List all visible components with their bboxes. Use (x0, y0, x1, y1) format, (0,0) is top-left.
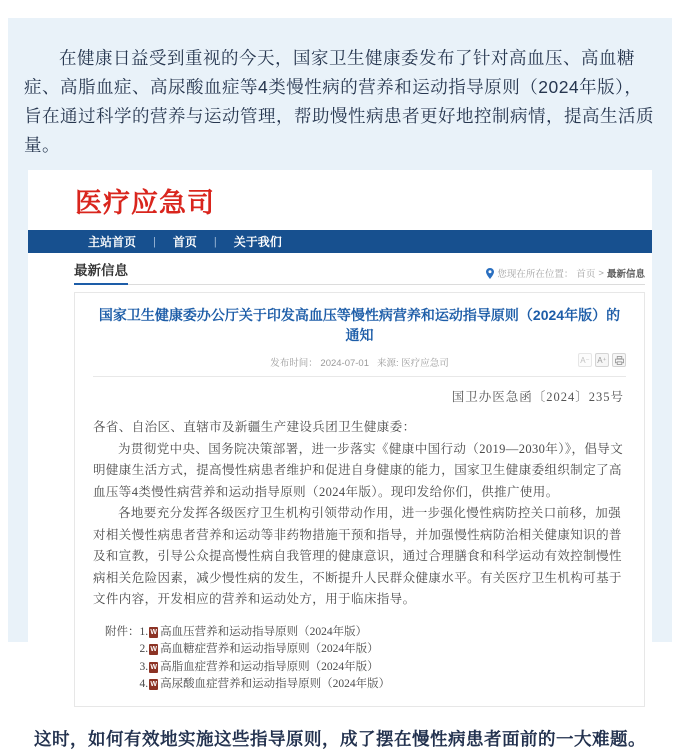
body-paragraph-2: 各地要充分发挥各级医疗卫生机构引领带动作用，进一步强化慢性病防控关口前移，加强对相关慢性病患者营养和运动等非药物措施干预和指导，并加强慢性病防治相关健康知识的普及和宣教，引导公众提高慢性病自我管理的健康意识，通过合理膳食和科学运动有效控制慢性病相关危险因素，减少慢性病的发生，不断提升人民群众健康水平。有关医疗卫生机构可基于文件内容，开发相应的营养和运动处方，用于临床指导。 (93, 506, 622, 606)
attachment-title: 高尿酸血症营养和运动指导原则（2024年版） (160, 678, 391, 690)
attachments-label: 附件： (105, 625, 140, 638)
attachments (105, 624, 626, 694)
attachment-link-4[interactable]: 4. W 高尿酸血症营养和运动指导原则（2024年版） (140, 676, 391, 694)
site-header (28, 170, 652, 230)
intro-paragraph: 在健康日益受到重视的今天，国家卫生健康委发布了针对高血压、高血糖症、高脂血症、高尿酸血症等4类慢性病的营养和运动指导原则（2024年版），旨在通过科学的营养与运动管理，帮助慢性病患者更好地控制病情，提高生活质量。 (24, 48, 654, 155)
attachment-title: 高脂血症营养和运动指导原则（2024年版） (160, 660, 379, 673)
attachment-link-2[interactable]: 2. W 高血糖症营养和运动指导原则（2024年版） (140, 641, 391, 659)
source-value: 医疗应急司 (401, 358, 449, 369)
nav-separator: | (213, 235, 217, 248)
printer-icon (615, 356, 624, 365)
section-header-row (74, 259, 645, 285)
font-increase-button[interactable]: A⁺ (595, 353, 609, 367)
breadcrumb-current: 最新信息 (606, 269, 645, 280)
doc-file-icon: W (150, 681, 157, 689)
attachment-title: 高血压营养和运动指导原则（2024年版） (160, 625, 368, 638)
font-decrease-button[interactable]: A⁻ (578, 353, 592, 367)
document-title: 国家卫生健康委办公厅关于印发高血压等慢性病营养和运动指导原则（2024年版）的通知 (98, 307, 621, 343)
nav-item-main-home[interactable]: 主站首页 (88, 235, 137, 249)
site-logo: 医疗应急司 (75, 187, 215, 218)
breadcrumb-location-label: 您现在所在位置： (497, 269, 574, 280)
breadcrumb (486, 266, 645, 280)
nav-item-home[interactable]: 首页 (172, 235, 197, 249)
publish-date: 2024-07-01 (320, 358, 370, 369)
site-nav (28, 230, 652, 253)
attachment-link-1[interactable]: 1. W 高血压营养和运动指导原则（2024年版） (140, 624, 391, 642)
document-number: 国卫办医急函〔2024〕235号 (451, 390, 624, 404)
doc-file-icon: W (150, 646, 157, 654)
section-title: 最新信息 (74, 259, 128, 285)
embedded-website-screenshot (28, 170, 652, 717)
publish-time-label: 发布时间： (270, 358, 318, 369)
nav-separator: | (153, 235, 156, 248)
breadcrumb-home-link[interactable]: 首页 (576, 269, 596, 280)
breadcrumb-separator: > (598, 267, 604, 279)
divider (93, 376, 626, 377)
meta-line (93, 355, 626, 369)
attachment-title: 高血糖症营养和运动指导原则（2024年版） (160, 643, 379, 655)
attachment-list (140, 624, 391, 694)
location-pin-icon (486, 268, 494, 279)
article-card (74, 292, 645, 707)
outro-paragraph: 这时，如何有效地实施这些指导原则，成了摆在慢性病患者面前的一大难题。 (34, 728, 646, 749)
salutation: 各省、自治区、直辖市及新疆生产建设兵团卫生健康委： (93, 420, 416, 434)
doc-file-icon: W (150, 663, 157, 671)
source-label: 来源: (376, 358, 399, 369)
font-tools (578, 353, 626, 367)
doc-file-icon: W (150, 628, 157, 636)
nav-item-about[interactable]: 关于我们 (233, 235, 282, 249)
meta-row (93, 355, 626, 369)
document-body (93, 387, 626, 694)
attachment-link-3[interactable]: 3. W 高脂血症营养和运动指导原则（2024年版） (140, 659, 391, 677)
print-button[interactable] (612, 353, 626, 367)
site-content (28, 253, 652, 717)
body-paragraph-1: 为贯彻党中央、国务院决策部署，进一步落实《健康中国行动（2019—2030年）》，倡导文明健康生活方式，提高慢性病患者维护和促进自身健康的能力，国家卫生健康委组织制定了高血压等4类慢性病营养和运动指导原则（2024年版）。现印发给你们，供推广使用。 (93, 441, 624, 499)
article-panel (8, 18, 672, 749)
